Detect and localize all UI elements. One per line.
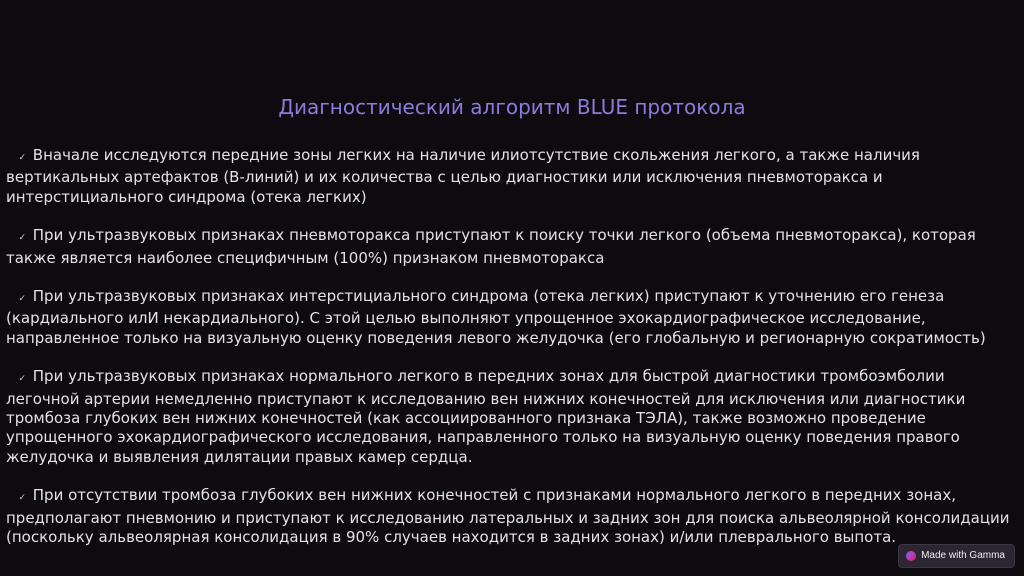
- paragraph-text: Вначале исследуются передние зоны легких на наличие илиотсутствие скольжения легкого, а также наличия вертикальных артефактов (B-линий) и их количества с целью диагностики или исключения пневмоторакса и интерстициального синдрома (отека легких): [6, 146, 920, 206]
- check-icon: ✓: [18, 294, 26, 305]
- made-with-gamma-badge[interactable]: [898, 544, 1015, 568]
- paragraph-5: [6, 486, 1018, 547]
- paragraph-2: [6, 226, 1018, 268]
- check-icon: ✓: [18, 153, 26, 163]
- paragraph-text: При ультразвуковых признаках пневмоторакса приступают к поиску точки легкого (объема пневмоторакса), которая также является наиболее специфичным (100%) признаком пневмоторакса: [6, 226, 976, 267]
- paragraph-1: [6, 146, 1018, 207]
- paragraph-text: При отсутствии тромбоза глубоких вен нижних конечностей с признаками нормального легкого в передних зонах, предполагают пневмонию и приступают к исследованию латеральных и задних зон для поиска альвеолярной консолидации (поскольку альвеолярная консолидация в 90% случаев находится в задних зонах) и/или плеврального выпота.: [6, 486, 1010, 547]
- paragraph-3: [6, 287, 1018, 348]
- badge-label: Made with Gamma: [921, 550, 1005, 561]
- check-icon: ✓: [18, 233, 26, 244]
- check-icon: ✓: [18, 493, 26, 504]
- paragraph-4: [6, 367, 1018, 467]
- slide-content: [6, 146, 1018, 567]
- gamma-logo-icon: [906, 551, 916, 561]
- check-icon: ✓: [18, 374, 26, 385]
- paragraph-text: При ультразвуковых признаках интерстициального синдрома (отека легких) приступают к уточнению его генеза (кардиального илИ некардиального). С этой целью выполняют упрощенное эхокардиографическое исследование, направленное только на визуальную оценку поведения левого желудочка (его глобальную и регионарную сократимость): [6, 287, 986, 347]
- paragraph-text: При ультразвуковых признаках нормального легкого в передних зонах для быстрой диагностики тромбоэмболии легочной артерии немедленно приступают к исследованию вен нижних конечностей для исключения или диагностики тромбоза глубоких вен нижних конечностей (как ассоциированного признака ТЭЛА), также возможно проведение упрощенного эхокардиографического исследования, направленного только на визуальную оценку поведения правого желудочка и выявления дилятации правых камер сердца.: [6, 367, 966, 466]
- slide-title: Диагностический алгоритм BLUE протокола: [278, 95, 746, 119]
